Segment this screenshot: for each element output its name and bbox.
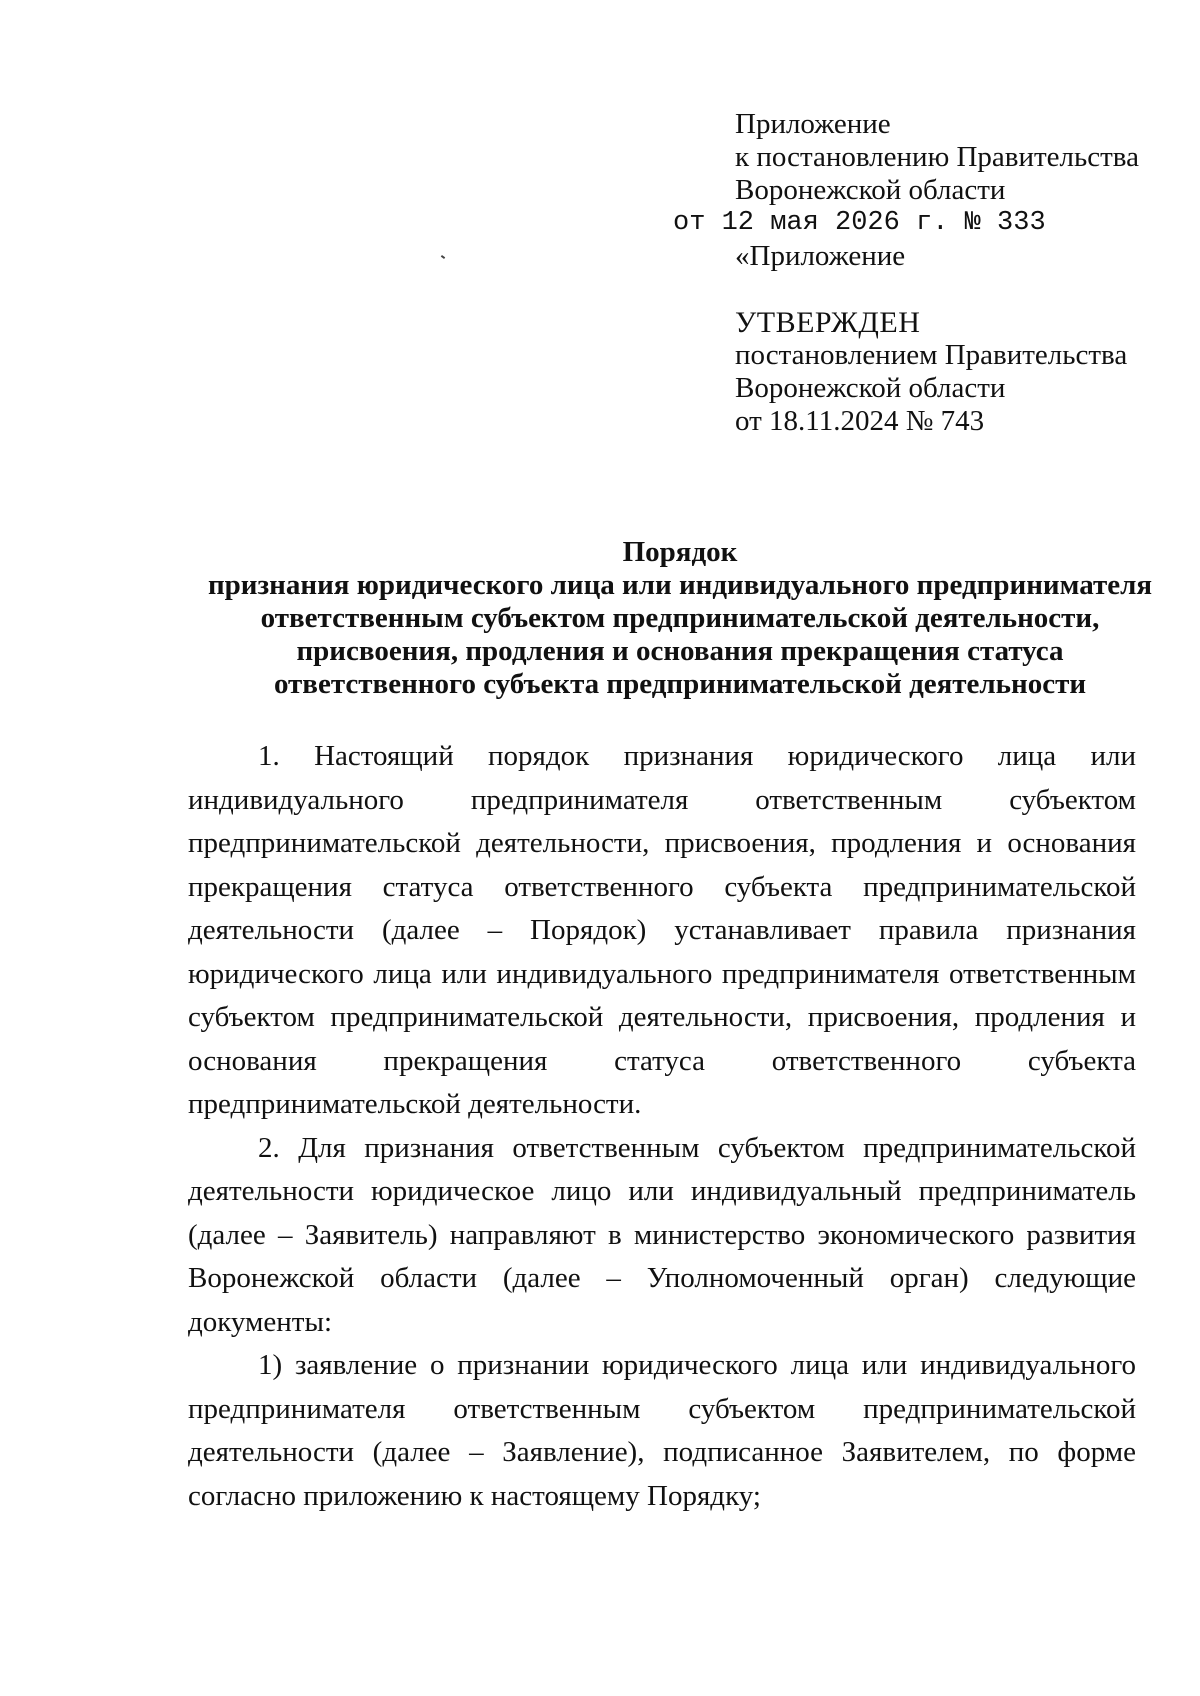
resolution-date-number: от 12 мая 2026 г. № 333 <box>673 208 1046 238</box>
paragraph-2: 2. Для признания ответственным субъектом предпринимательской деятельности юридическое лицо или индивидуальный предприниматель (далее – Заявитель) направляют в министерство экономического развития Воронежской области (далее – Уполномоченный орган) следующие документы: <box>188 1131 1136 1338</box>
paragraph-1: 1. Настоящий порядок признания юридического лица или индивидуального предпринимателя ответственным субъектом предпринимательской деятельности, присвоения, продления и основания прекращения статуса ответственного субъекта предпринимательской деятельности (далее – Порядок) устанавливает правила признания юридического лица или индивидуального предпринимателя ответственным субъектом предпринимательской деятельности, присвоения, продления и основания прекращения статуса ответственного субъекта предпринимательской деятельности. <box>188 740 1136 1120</box>
approved-date-number: от 18.11.2024 № 743 <box>735 405 985 437</box>
title-line-1: Порядок <box>622 536 738 568</box>
quoted-annex-label: «Приложение <box>735 240 906 272</box>
title-line-3: ответственным субъектом предпринимательской деятельности, <box>260 602 1100 634</box>
approval-stamp-block <box>735 306 1175 438</box>
title-line-2: признания юридического лица или индивидуального предпринимателя <box>207 569 1153 601</box>
paragraph-3: 1) заявление о признании юридического лица или индивидуального предпринимателя ответственным субъектом предпринимательской деятельности (далее – Заявление), подписанное Заявителем, по форме согласно приложению к настоящему Порядку; <box>188 1349 1136 1512</box>
document-title <box>160 536 1200 701</box>
approved-by: постановлением Правительства <box>735 339 1128 371</box>
title-line-5: ответственного субъекта предпринимательской деятельности <box>273 668 1087 700</box>
document-body <box>188 735 1136 1518</box>
annex-resolution-ref: к постановлению Правительства <box>735 141 1139 173</box>
annex-header <box>735 108 1175 207</box>
approved-region: Воронежской области <box>735 372 1006 404</box>
annex-region: Воронежской области <box>735 174 1006 206</box>
annex-label: Приложение <box>735 108 891 140</box>
approved-title: УТВЕРЖДЕН <box>735 306 921 339</box>
scan-artifact-mark <box>441 255 445 259</box>
title-line-4: присвоения, продления и основания прекращения статуса <box>296 635 1064 667</box>
